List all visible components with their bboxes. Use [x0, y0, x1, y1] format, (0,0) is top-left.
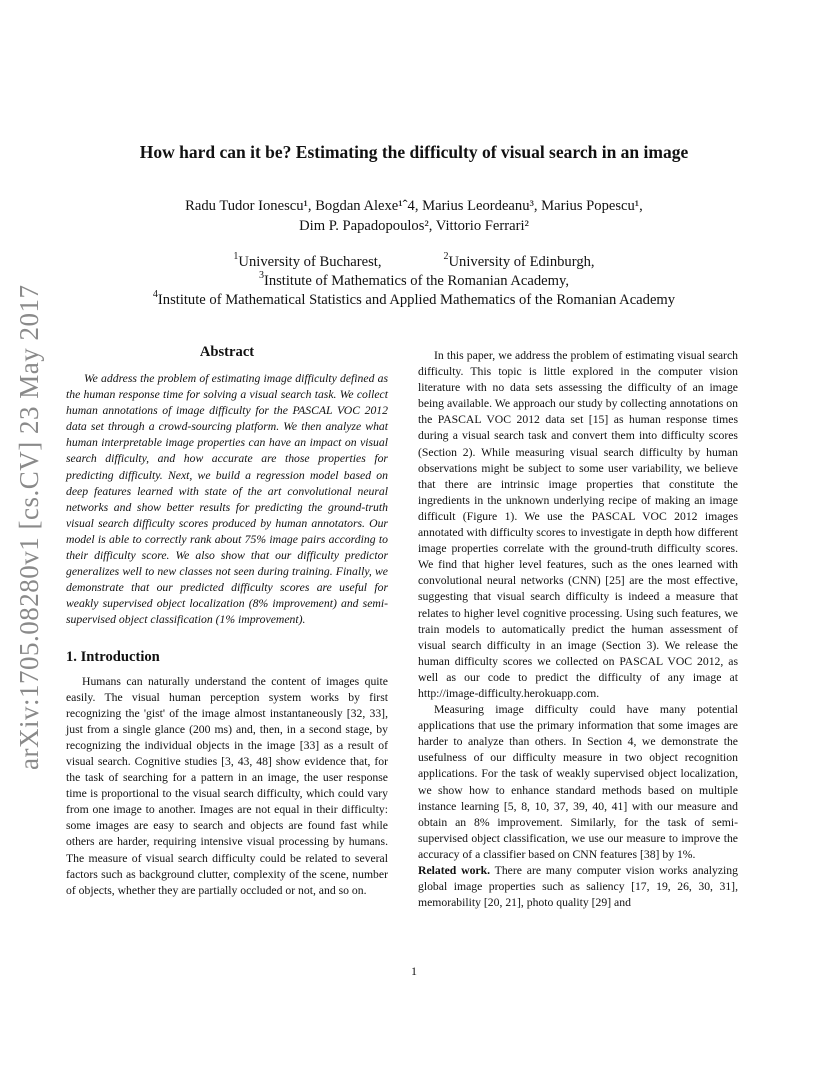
introduction-heading: 1. Introduction [66, 648, 160, 665]
intro-paragraph-1: Humans can naturally understand the content of images quite easily. The visual human perception system works by first recognizing the 'gist' of the image almost instantaneously [32, 33], just from a single glance (200 ms) and, then, in a second stage, by recognizing the individual objects in the image [33] as a result of visual search. Cognitive studies [3, 43, 48] show evidence that, for the task of searching for a pattern in an image, the user response time is proportional to the visual search difficulty, which could vary from one image to another. Images are not equal in their difficulty: some images are easy to search and objects are found fast while others are harder, requiring intensive visual processing by humans. The measure of visual search difficulty could be related to several factors such as background clutter, complexity of the scene, number of objects, whether they are partially occluded or not, and so on. [66, 674, 388, 897]
arxiv-watermark: arXiv:1705.08280v1 [cs.CV] 23 May 2017 [14, 284, 44, 770]
author-list [0, 196, 828, 236]
left-column [66, 344, 388, 899]
intro-paragraph-2: In this paper, we address the problem of estimating visual search difficulty. This topic is little explored in the computer vision literature with no data sets assessing the difficulty of an image being available. We approach our study by collecting annotations on the PASCAL VOC 2012 data set [15] as human response times during a visual search task and convert them into difficulty scores (Section 2). While measuring visual search difficulty by human observations might be subject to some user variability, we believe that there are intrinsic image properties that constitute the ingredients in the unknown underlying recipe of making an image difficult (Figure 1). We use the PASCAL VOC 2012 images annotated with difficulty scores to investigate in depth how different image properties correlate with the ground-truth difficulty scores. We find that higher level features, such as the ones learned with convolutional neural networks (CNN) [25] are the most effective, suggesting that visual search difficulty is indeed a measure that relates to higher level cognitive processing. Using such features, we train models to automatically predict the human assessment of visual search difficulty in an image (Section 3). We release the human difficulty scores we collected on PASCAL VOC 2012, as well as our code to predict the difficulty of any image at http://image-difficulty.herokuapp.com. [418, 349, 738, 700]
affiliation-1-text: University of Bucharest, [238, 254, 382, 270]
right-column [418, 348, 738, 911]
affiliation-3: $^3$Institute of Mathematics of the Romanian Academy, [258, 270, 570, 289]
intro-paragraph-3: Measuring image difficulty could have many potential applications that use the primary information that some images are harder to analyze than others. In Section 4, we demonstrate the usefulness of our difficulty measure in two object recognition applications. For the task of weakly supervised object localization, we show how to enhance standard methods based on multiple instance learning [5, 8, 10, 37, 39, 40, 41] with our measure and obtain an 8% improvement. Similarly, for the task of semi-supervised object classification, we use our measure to improve the accuracy of a classifier based on CNN features [38] by 1%. [418, 703, 738, 861]
related-work-label: Related work. [418, 864, 491, 877]
author-line-2: Dim P. Papadopoulos², Vittorio Ferrari² [299, 218, 529, 234]
affiliation-2: $^2$University of Edinburgh, [443, 251, 595, 270]
affiliation-row-1 [0, 253, 828, 272]
affiliation-4-text: Institute of Mathematical Statistics and Applied Mathematics of the Romanian Academy [157, 292, 676, 308]
affiliation-2-text: University of Edinburgh, [448, 254, 595, 270]
affiliations [0, 253, 828, 310]
affiliation-4: $^4$Institute of Mathematical Statistics and Applied Mathematics of the Romanian Academy [152, 289, 676, 308]
page-number: 1 [411, 964, 417, 978]
author-line-1: Radu Tudor Ionescu¹, Bogdan Alexe¹ˆ4, Marius Leordeanu³, Marius Popescu¹, [185, 198, 643, 214]
related-work-paragraph [418, 863, 738, 911]
affiliation-3-text: Institute of Mathematics of the Romanian Academy, [263, 273, 570, 289]
related-work-text: There are many computer vision works analyzing global image properties such as saliency [17, 19, 26, 30, 31], memorability [20, 21], photo quality [29] and [418, 864, 738, 910]
paper-title: How hard can it be? Estimating the difficulty of visual search in an image [139, 142, 689, 162]
affiliation-1: $^1$University of Bucharest, [233, 251, 382, 270]
abstract-heading: Abstract [199, 344, 255, 360]
abstract-text: We address the problem of estimating image difficulty defined as the human response time for solving a visual search task. We collect human annotations of image difficulty for the PASCAL VOC 2012 data set through a crowd-sourcing platform. We then analyze what human interpretable image properties can have an impact on visual search difficulty, and how accurate are those properties for predicting difficulty. Next, we build a regression model based on deep features learned with state of the art convolutional neural networks and show better results for predicting the ground-truth visual search difficulty scores produced by human annotators. Our model is able to correctly rank about 75% image pairs according to their difficulty score. We also show that our difficulty predictor generalizes well to new classes not seen during training. Finally, we demonstrate that our predicted difficulty scores are useful for weakly supervised object localization (8% improvement) and semi-supervised object classification (1% improvement). [66, 372, 388, 627]
